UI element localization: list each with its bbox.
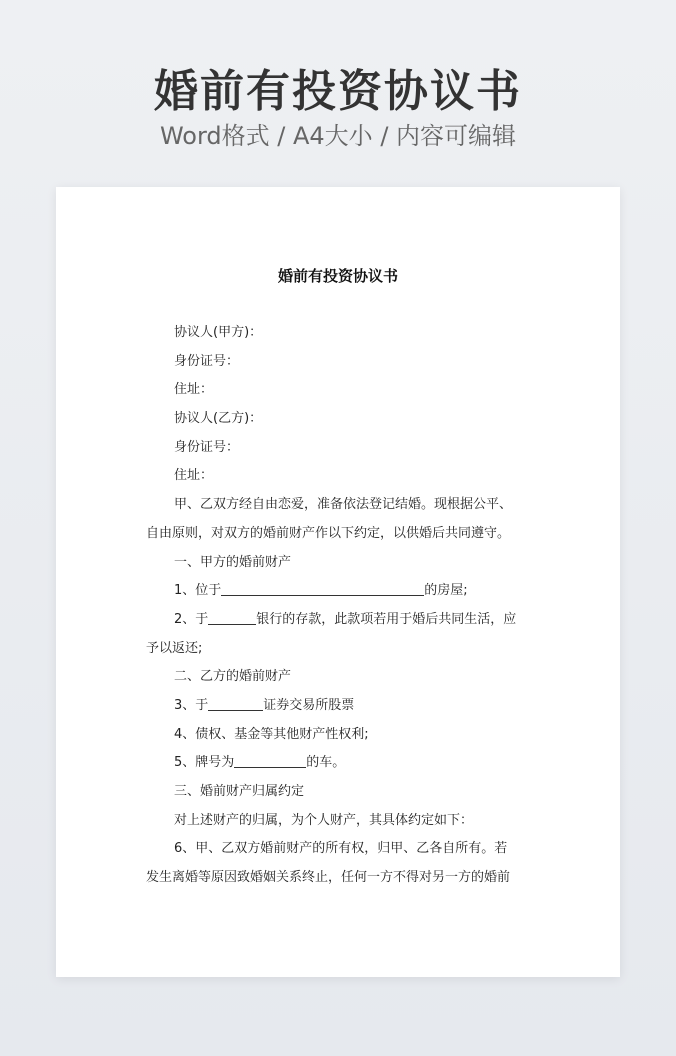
item-2-prefix: 2、于	[174, 611, 209, 627]
preamble-line-2: 自由原则，对双方的婚前财产作以下约定，以供婚后共同遵守。	[146, 525, 511, 541]
document-body	[146, 319, 530, 893]
party-a-id-line: 身份证号：	[174, 353, 240, 369]
item-3-suffix: 证券交易所股票	[263, 697, 355, 713]
item-2-continuation: 予以返还;	[146, 640, 203, 656]
section-3-heading: 三、婚前财产归属约定	[174, 784, 305, 799]
item-5-suffix: 的车。	[306, 755, 346, 771]
section-2-heading: 二、乙方的婚前财产	[174, 669, 292, 685]
preamble-line-1: 甲、乙双方经自由恋爱，准备依法登记结婚。现根据公平、	[174, 497, 513, 513]
item-5-prefix: 5、牌号为	[174, 755, 235, 771]
document-title: 婚前有投资协议书	[277, 267, 398, 285]
item-1-line	[146, 577, 530, 606]
party-b-id-line: 身份证号：	[174, 439, 240, 455]
item-5-line	[146, 749, 530, 778]
item-5-blank[interactable]	[234, 751, 306, 768]
item-1-suffix: 的房屋;	[424, 583, 468, 599]
party-a-line: 协议人(甲方)：	[174, 325, 263, 340]
document-page	[56, 187, 620, 977]
party-b-line: 协议人(乙方)：	[174, 411, 263, 427]
item-2-blank[interactable]	[208, 608, 256, 625]
item-6-line-1: 6、甲、乙双方婚前财产的所有权，归甲、乙各自所有。若	[174, 841, 508, 857]
ownership-intro-line: 对上述财产的归属，为个人财产，其具体约定如下：	[174, 812, 474, 828]
party-b-address-line: 住址：	[174, 468, 214, 484]
item-6-line-2: 发生离婚等原因致婚姻关系终止，任何一方不得对另一方的婚前	[146, 870, 511, 886]
item-2-line	[146, 606, 530, 635]
item-3-prefix: 3、于	[174, 697, 209, 713]
item-4-line: 4、债权、基金等其他财产性权利;	[174, 726, 369, 742]
party-a-address-line: 住址：	[174, 382, 214, 398]
item-2-suffix: 银行的存款，此款项若用于婚后共同生活，应	[256, 611, 517, 627]
item-1-blank[interactable]	[221, 579, 424, 596]
item-3-blank[interactable]	[208, 694, 263, 711]
section-1-heading: 一、甲方的婚前财产	[174, 554, 292, 570]
page-header	[0, 0, 676, 186]
page-title: 婚前有投资协议书	[154, 66, 522, 117]
page-subtitle: Word格式 / A4大小 / 内容可编辑	[159, 122, 517, 150]
item-1-prefix: 1、位于	[174, 583, 222, 599]
item-3-line	[146, 692, 530, 721]
